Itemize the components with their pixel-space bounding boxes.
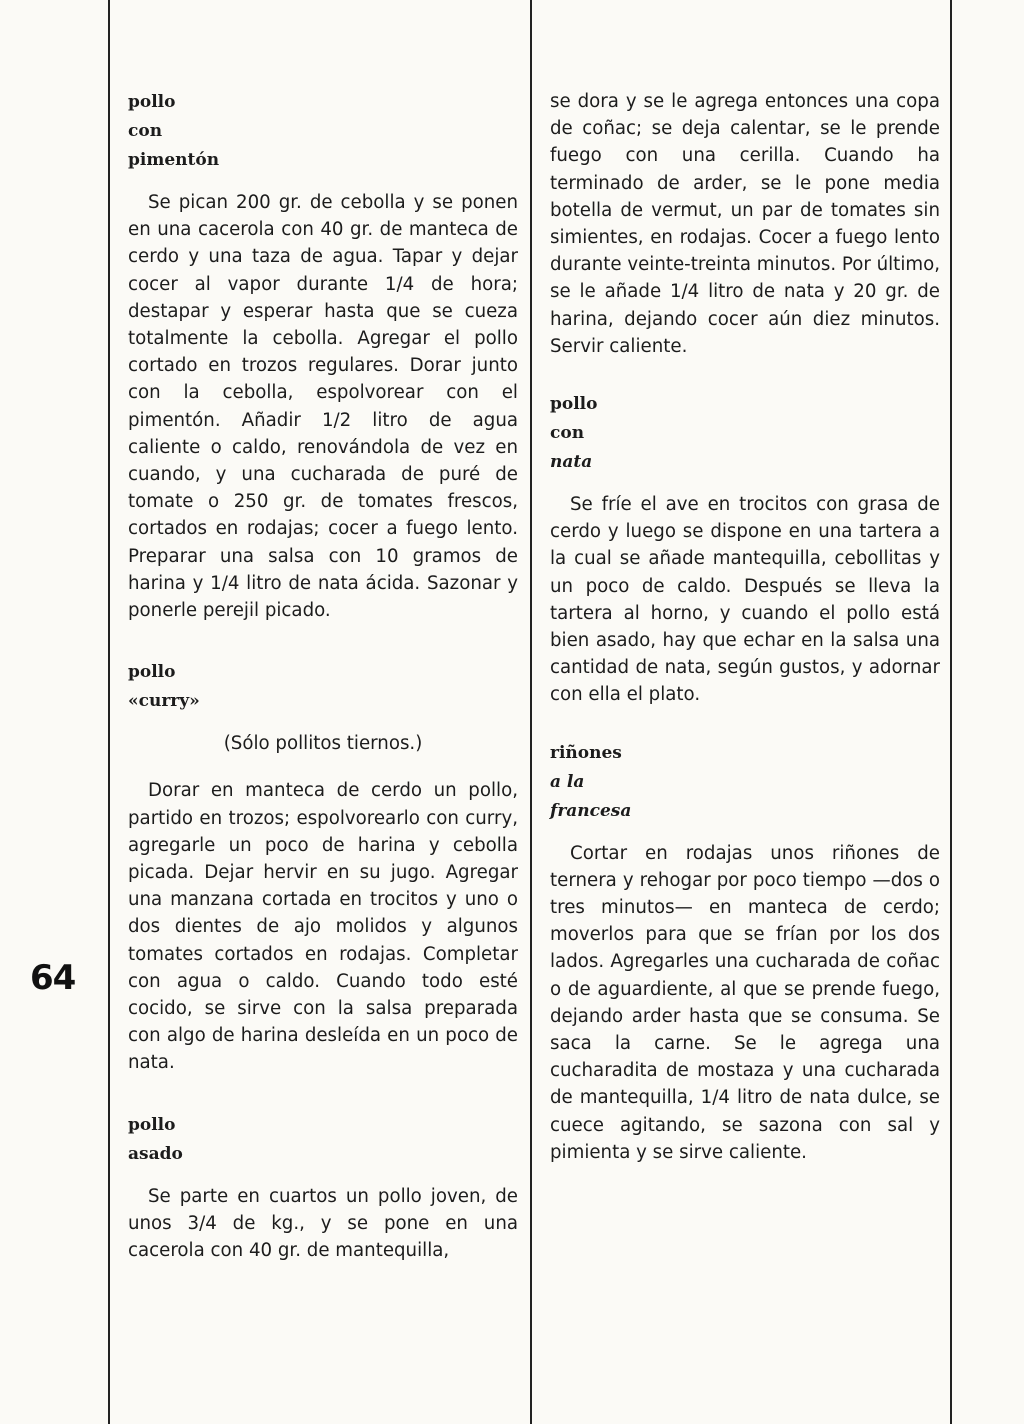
column-rule-left (108, 0, 110, 1424)
recipe-text-rinones-a-la-francesa: Cortar en rodajas unos riñones de ternera y rehogar por poco tiempo —dos o tres minutos— en manteca de cerdo; moverlos para que se frían por los dos lados. Agregarles una cucharada de coñac o de aguardiente, al que se prende fuego, dejando arder hasta que se consuma. Se saca la carne. Se le agrega una cucharadita de mostaza y una cucharada de mantequilla, 1/4 litro de nata dulce, se cuece agitando, se sazona con sal y pimienta y se sirve caliente. (550, 842, 940, 1163)
title-line: con (550, 423, 585, 444)
page-number: 64 (30, 958, 76, 998)
title-line: «curry» (128, 691, 200, 712)
recipe-title-pollo-con-nata (550, 390, 940, 477)
title-line: pollo (128, 1114, 176, 1135)
title-line: asado (128, 1143, 183, 1164)
recipe-title-pollo-con-pimenton (128, 88, 518, 175)
recipe-text-pollo-con-pimenton: Se pican 200 gr. de cebolla y se ponen en una cacerola con 40 gr. de manteca de cerdo y una taza de agua. Tapar y dejar cocer al vapor durante 1/4 de hora; destapar y esperar hasta que se cueza totalmente la cebolla. Agregar el pollo cortado en trozos regulares. Dorar junto con la cebolla, espolvorear con el pimentón. Añadir 1/2 litro de agua caliente o caldo, renovándola de vez en cuando, y una cucharada de puré de tomate o 250 gr. de tomates frescos, cortados en rodajas; cocer a fuego lento. Preparar una salsa con 10 gramos de harina y 1/4 litro de nata ácida. Sazonar y ponerle perejil picado. (128, 192, 518, 622)
title-line: riñones (550, 742, 622, 763)
recipe-text-continuation: se dora y se le agrega entonces una copa de coñac; se deja calentar, se le prende fuego con una cerilla. Cuando ha terminado de arder, se le pone media botella de vermut, un par de tomates sin simientes, en rodajas. Cocer a fuego lento durante veinte-treinta minutos. Por último, se le añade 1/4 litro de nata y 20 gr. de harina, dejando cocer aún diez minutos. Servir caliente. (550, 91, 940, 357)
title-line: pimentón (128, 150, 220, 170)
recipe-title-pollo-curry (128, 658, 518, 716)
column-rule-middle (530, 0, 532, 1424)
recipe-title-pollo-asado (128, 1111, 518, 1169)
recipe-text-pollo-asado: Se parte en cuartos un pollo joven, de unos 3/4 de kg., y se pone en una cacerola con 40 gr. de mantequilla, (128, 1185, 518, 1262)
right-column (550, 88, 940, 1166)
recipe-note: (Sólo pollitos tiernos.) (223, 733, 423, 755)
title-line: pollo (128, 92, 176, 112)
title-line: pollo (550, 394, 598, 415)
title-line: a la (550, 771, 585, 792)
title-line: francesa (550, 800, 632, 821)
title-line: nata (550, 452, 593, 473)
left-column (128, 88, 518, 1264)
recipe-text-pollo-curry: Dorar en manteca de cerdo un pollo, partido en trozos; espolvorearlo con curry, agregarle un poco de harina y cebolla picada. Dejar hervir en su jugo. Agregar una manzana cortada en trocitos y uno o dos dientes de ajo molidos y algunos tomates cortados en rodajas. Completar con agua o caldo. Cuando todo esté cocido, se sirve con la salsa preparada con algo de harina desleída en un poco de nata. (128, 780, 518, 1074)
column-rule-right (950, 0, 952, 1424)
title-line: con (128, 121, 163, 141)
recipe-text-pollo-con-nata: Se fríe el ave en trocitos con grasa de cerdo y luego se dispone en una tartera a la cual se añade mantequilla, cebollitas y un poco de caldo. Después se lleva la tartera al horno, y cuando el pollo está bien asado, hay que echar en la salsa una cantidad de nata, según gustos, y adornar con ella el plato. (550, 494, 940, 706)
title-line: pollo (128, 662, 176, 683)
recipe-title-rinones-a-la-francesa (550, 739, 940, 826)
